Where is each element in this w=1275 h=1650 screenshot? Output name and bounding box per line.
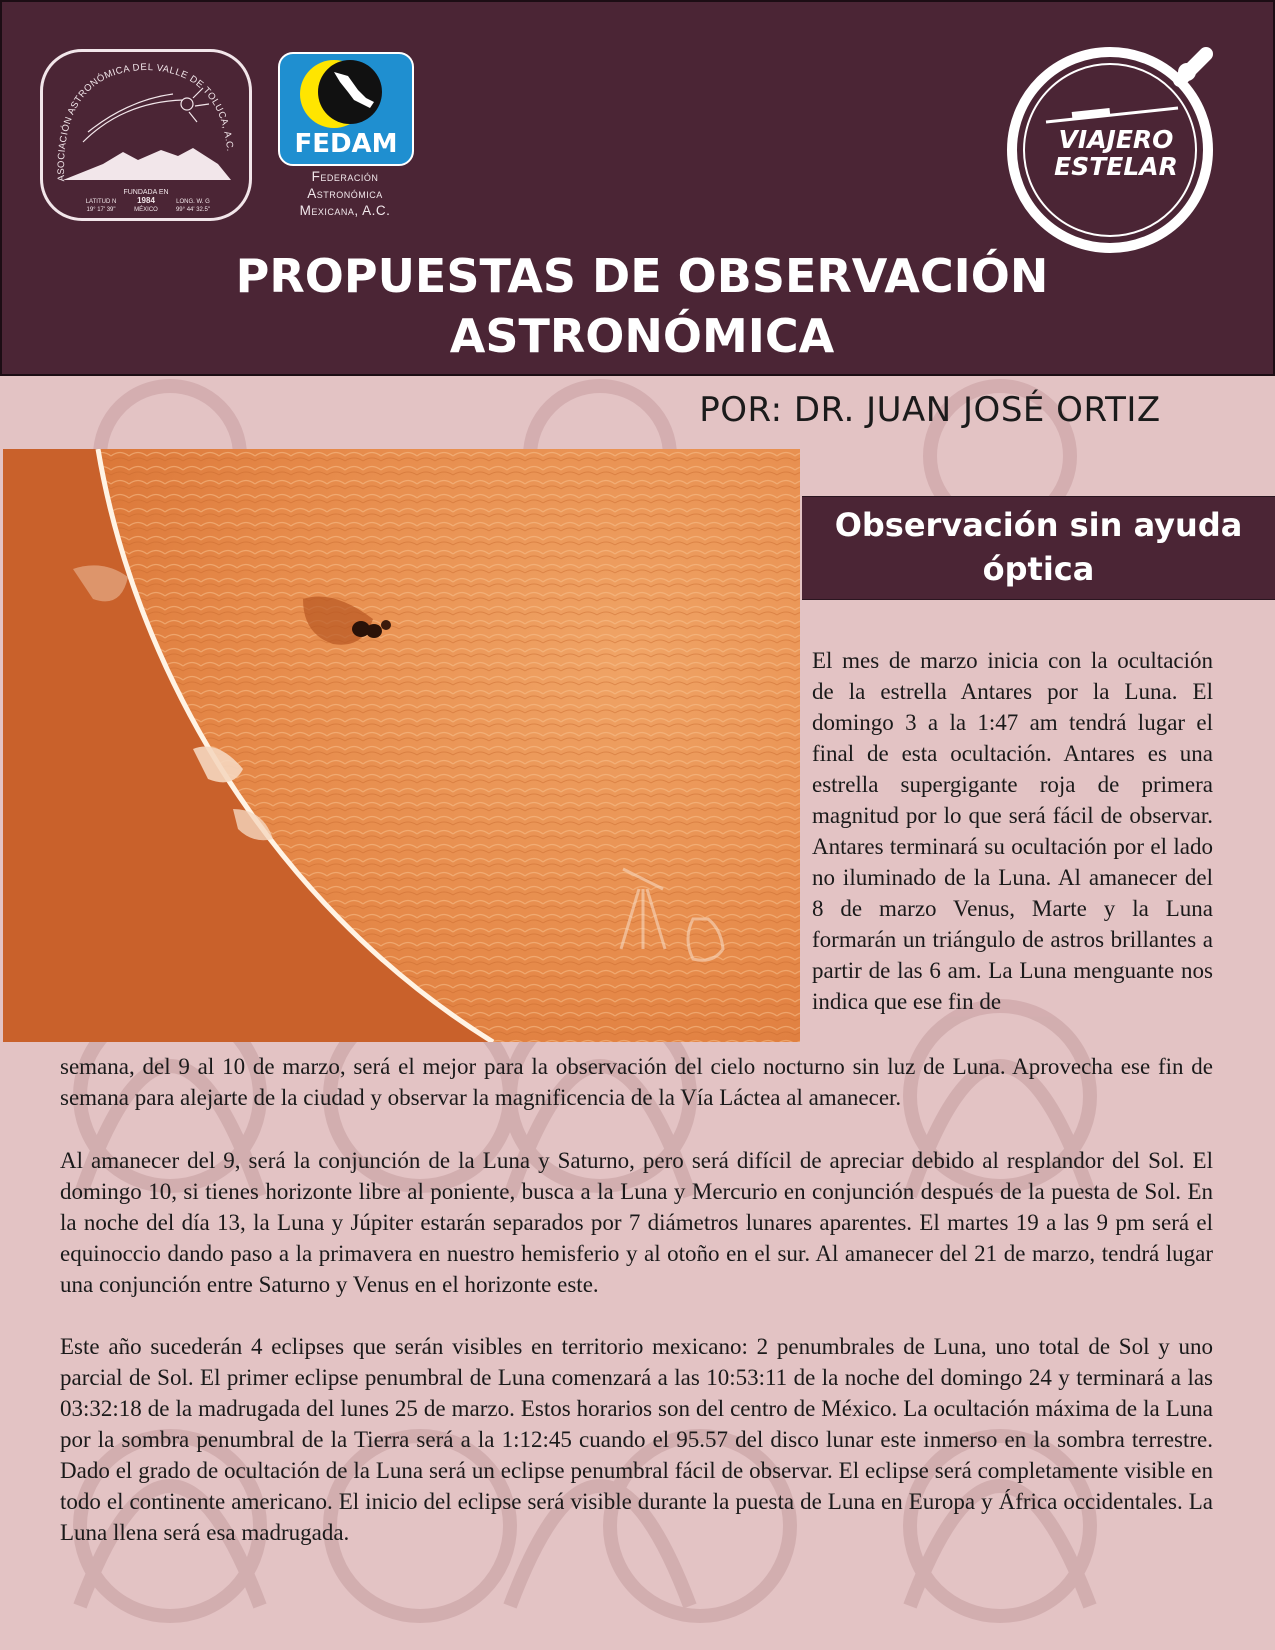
paragraph-2: Al amanecer del 9, será la conjunción de la Luna y Saturno, pero será difícil de apreciar debido al resplandor del Sol. El domingo 10, si tienes horizonte libre al poniente, busca a la Luna y Mercurio en conjunción después de la puesta de Sol. En la noche del día 13, la Luna y Júpiter estarán separados por 7 diámetros lunares aparentes. El martes 19 a las 9 pm será el equinoccio dando paso a la primavera en nuestro hemisferio y al otoño en el sur. Al amanecer del 21 de marzo, tendrá lugar una conjunción entre Saturno y Venus en el horizonte este.: [60, 1148, 1213, 1297]
viajero-logo-text: [1030, 126, 1202, 180]
fedam-logo: [278, 52, 414, 166]
paragraph-1-continuation: semana, del 9 al 10 de marzo, será el mejor para la observación del cielo nocturno sin luz de Luna. Aprovecha ese fin de semana para alejarte de la ciudad y observar la magnificencia de la Vía Láctea al amanecer.: [60, 1054, 1213, 1110]
avt-founded-place: MÉXICO: [134, 207, 158, 213]
solar-disk-photo: [3, 449, 800, 1042]
viajero-line-1: VIAJERO: [1058, 125, 1174, 154]
avt-longitude-label: LONG. W. G: [176, 199, 210, 205]
header-banner: [0, 0, 1275, 376]
telescope-icon: [1046, 108, 1178, 122]
avt-latitude-label: LATITUD N: [85, 199, 117, 205]
comet-over-volcano-seal-icon: [43, 52, 249, 218]
avt-longitude-value: 99° 44' 32.5": [175, 207, 211, 213]
paragraph-1-column: El mes de marzo inicia con la ocultación de la estrella Antares por la Luna. El domingo 3 a la 1:47 am tendrá lugar el final de esta ocultación. Antares es una estrella supergigante roja de primera magnitud por lo que será fácil de observar. Antares terminará su ocultación por el lado no iluminado de la Luna. Al amanecer del 8 de marzo Venus, Marte y la Luna formarán un triángulo de astros brillantes a partir de las 6 am. La Luna menguante nos indica que ese fin de: [812, 648, 1213, 1014]
avt-founded-year: 1984: [137, 196, 155, 205]
title-line-2: ASTRONÓMICA: [449, 309, 835, 363]
avt-latitude-value: 19° 17' 39": [86, 207, 116, 213]
section-title-line-1: Observación sin ayuda: [834, 506, 1243, 544]
section-title: [802, 503, 1275, 591]
page-title: [162, 246, 1122, 366]
title-line-1: PROPUESTAS DE OBSERVACIÓN: [235, 249, 1049, 303]
avt-ring-text: ASOCIACIÓN ASTRONÓMICA DEL VALLE DE TOLUCA, A.C.: [55, 61, 236, 182]
fedam-caption-line-1: Federación: [311, 169, 379, 184]
paragraph-3: Este año sucederán 4 eclipses que serán visibles en territorio mexicano: 2 penumbrales de Luna, uno total de Sol y uno parcial de Sol. El primer eclipse penumbral de Luna comenzará a las 10:53:11 de la noche del domingo 24 y terminará a las 03:32:18 de la madrugada del lunes 25 de marzo. Estos horarios son del centro de México. La ocultación máxima de la Luna por la sombra penumbral de la Tierra será a la 1:12:45 cuando el 95.57 del disco lunar este inmerso en la sombra terrestre. Dado el grado de ocultación de la Luna será un eclipse penumbral fácil de observar. El eclipse será completamente visible en todo el continente americano. El inicio del eclipse será visible durante la puesta de Luna en Europa y África occidentales. La Luna llena será esa madrugada.: [60, 1334, 1213, 1545]
avt-founded-label: FUNDADA EN: [123, 189, 169, 196]
viajero-line-2: ESTELAR: [1054, 152, 1178, 181]
section-title-line-2: óptica: [982, 550, 1095, 588]
fedam-acronym: FEDAM: [294, 129, 398, 159]
author-byline: POR: DR. JUAN JOSÉ ORTIZ: [699, 390, 1161, 430]
fedam-caption-line-3: Mexicana, A.C.: [299, 203, 391, 218]
fedam-caption-line-2: Astronómica: [307, 186, 383, 201]
fedam-caption: [270, 168, 420, 219]
avt-logo: [40, 49, 252, 221]
